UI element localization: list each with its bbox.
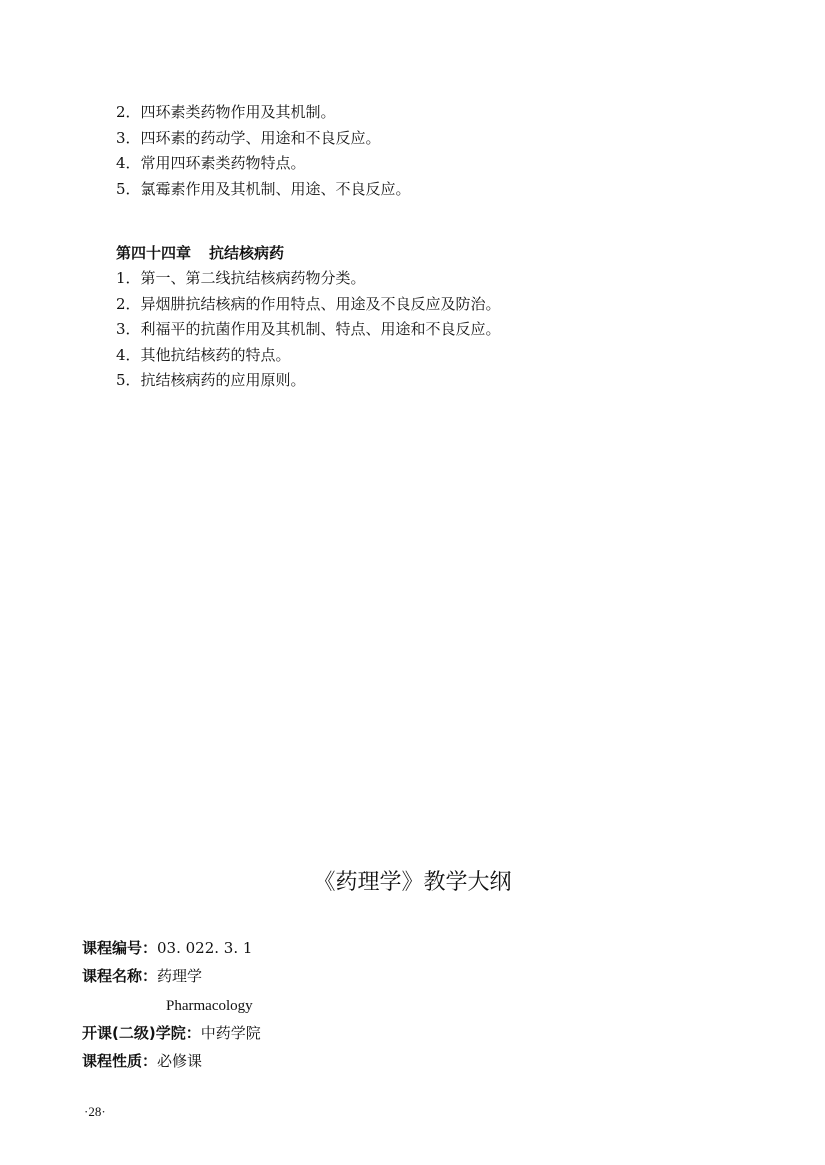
list-item: 3．利福平的抗菌作用及其机制、特点、用途和不良反应。 bbox=[116, 320, 501, 338]
tetracycline-objectives-list bbox=[116, 100, 411, 202]
department-label: 开课(二级)学院： bbox=[82, 1024, 201, 1042]
chapter-number: 第四十四章 bbox=[116, 244, 192, 262]
course-name-label: 课程名称： bbox=[82, 967, 158, 985]
chapter-title: 抗结核病药 bbox=[209, 244, 285, 262]
course-name-row bbox=[82, 963, 202, 989]
chapter-44-heading bbox=[116, 242, 284, 264]
course-type-label: 课程性质： bbox=[82, 1052, 158, 1070]
list-item: 2．四环素类药物作用及其机制。 bbox=[116, 103, 336, 121]
course-name-value: 药理学 bbox=[157, 967, 203, 985]
course-type-row bbox=[82, 1048, 202, 1074]
page-number: ·28· bbox=[84, 1104, 106, 1119]
list-item: 5．氯霉素作用及其机制、用途、不良反应。 bbox=[116, 179, 411, 198]
list-item: 4．其他抗结核药的特点。 bbox=[116, 345, 291, 364]
list-item: 2．异烟肼抗结核病的作用特点、用途及不良反应及防治。 bbox=[116, 294, 501, 313]
syllabus-title: 《药理学》教学大纲 bbox=[313, 870, 512, 895]
tuberculosis-objectives-list bbox=[116, 266, 501, 394]
list-item: 5．抗结核病药的应用原则。 bbox=[116, 371, 306, 389]
course-code-label: 课程编号： bbox=[82, 939, 158, 957]
list-item: 3．四环素的药动学、用途和不良反应。 bbox=[116, 128, 381, 147]
list-item: 1．第一、第二线抗结核病药物分类。 bbox=[116, 269, 366, 287]
course-code-value: 03. 022. 3. 1 bbox=[157, 939, 253, 957]
department-value: 中药学院 bbox=[200, 1024, 261, 1042]
list-item: 4．常用四环素类药物特点。 bbox=[116, 154, 306, 172]
course-code-row bbox=[82, 935, 252, 961]
course-name-english: Pharmacology bbox=[166, 998, 253, 1014]
course-type-value: 必修课 bbox=[157, 1052, 203, 1070]
department-row bbox=[82, 1020, 261, 1046]
